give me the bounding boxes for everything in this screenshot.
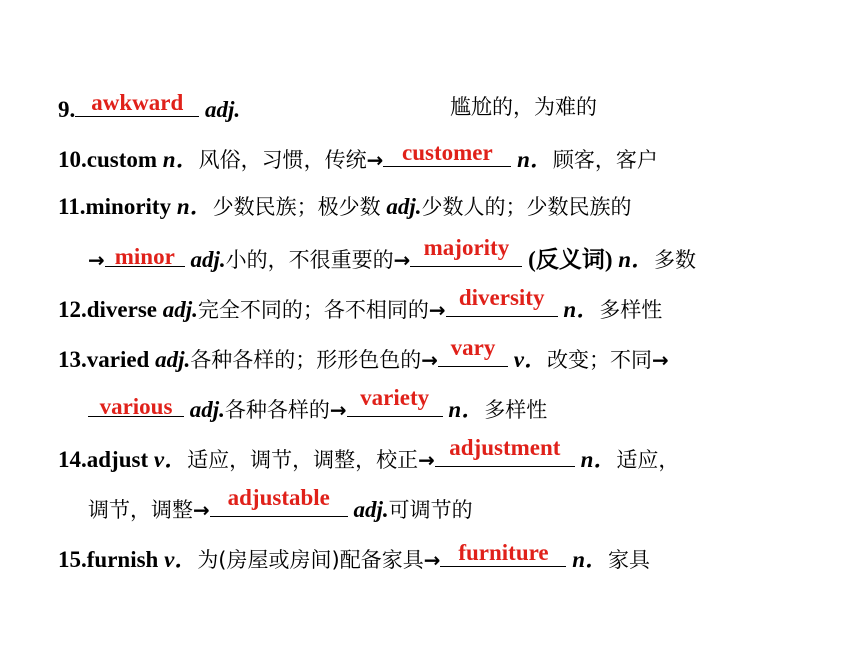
entry-10 <box>58 142 658 175</box>
meaning: 少数人的；少数民族的 <box>421 195 632 219</box>
arrow-icon: → <box>423 548 441 572</box>
answer-blank <box>410 235 522 267</box>
answer-text: variety <box>360 385 430 410</box>
answer-blank <box>446 285 558 317</box>
entry-11-continued <box>88 235 697 275</box>
meaning: 多样性 <box>599 298 663 322</box>
arrow-icon: → <box>651 348 669 372</box>
arrow-icon: → <box>418 448 435 472</box>
meaning: 多样性 <box>484 398 548 422</box>
headword: varied <box>86 347 150 372</box>
entry-number: 13. <box>58 347 87 372</box>
part-of-speech: v． <box>153 447 188 472</box>
answer-text: diversity <box>458 285 545 310</box>
arrow-icon: → <box>329 398 347 422</box>
headword: minority <box>85 194 172 219</box>
entry-15 <box>58 542 650 575</box>
entry-number: 12. <box>58 297 87 322</box>
meaning: 可调节的 <box>388 498 473 522</box>
part-of-speech: v． <box>164 547 198 572</box>
part-of-speech: adj. <box>386 194 422 219</box>
answer-blank <box>210 485 348 517</box>
meaning: 各种各样的 <box>224 398 330 422</box>
answer-text: minor <box>114 244 175 269</box>
answer-blank <box>438 335 508 367</box>
answer-blank <box>383 142 511 167</box>
meaning: 各种各样的；形形色色的 <box>190 348 422 372</box>
arrow-icon: → <box>428 298 446 322</box>
entry-12 <box>58 285 663 325</box>
meaning: 尴尬的，为难的 <box>450 95 597 119</box>
part-of-speech: n． <box>176 194 213 219</box>
answer-text: adjustment <box>449 435 561 460</box>
answer-text: adjustable <box>227 485 330 510</box>
arrow-icon: → <box>393 248 411 272</box>
answer-text: vary <box>450 335 496 360</box>
arrow-icon: → <box>421 348 439 372</box>
answer-blank <box>435 435 575 467</box>
meaning: 调节，调整 <box>88 498 193 522</box>
answer-blank <box>105 242 185 267</box>
meaning: 适应，调节，调整，校正 <box>187 448 419 472</box>
part-of-speech: n． <box>580 447 617 472</box>
entry-11 <box>58 192 632 222</box>
meaning: 为(房屋或房间)配备家具 <box>197 548 424 572</box>
answer-blank <box>440 542 566 567</box>
answer-text: customer <box>402 140 493 165</box>
meaning: 小的，不很重要的 <box>225 248 394 272</box>
answer-blank <box>88 392 184 417</box>
arrow-icon: → <box>366 148 384 172</box>
entry-9 <box>58 90 597 125</box>
entry-14-continued <box>88 485 473 525</box>
part-of-speech: adj. <box>205 97 241 122</box>
note: (反义词) <box>528 247 613 272</box>
headword: diverse <box>86 297 158 322</box>
arrow-icon: → <box>88 248 105 272</box>
headword: furnish <box>86 547 159 572</box>
meaning: 顾客，客户 <box>552 148 658 172</box>
entry-number: 15. <box>58 547 87 572</box>
entry-number: 14. <box>58 447 87 472</box>
entry-number: 10. <box>58 147 87 172</box>
meaning: 少数民族；极少数 <box>212 195 381 219</box>
meaning: 适应， <box>616 448 680 472</box>
answer-text: awkward <box>91 90 184 115</box>
part-of-speech: n． <box>448 397 485 422</box>
part-of-speech: adj. <box>190 247 226 272</box>
headword: custom <box>86 147 158 172</box>
part-of-speech: n． <box>162 147 199 172</box>
part-of-speech: adj. <box>353 497 389 522</box>
meaning: 多数 <box>654 248 697 272</box>
answer-blank <box>75 92 199 117</box>
part-of-speech: n． <box>563 297 600 322</box>
answer-text: various <box>99 394 173 419</box>
meaning: 家具 <box>608 548 651 572</box>
answer-text: majority <box>423 235 510 260</box>
part-of-speech: n． <box>517 147 553 172</box>
meaning: 风俗，习惯，传统 <box>198 148 367 172</box>
entry-13-continued <box>88 385 548 425</box>
meaning: 完全不同的；各不相同的 <box>197 298 429 322</box>
headword: adjust <box>86 447 149 472</box>
part-of-speech: v． <box>513 347 547 372</box>
part-of-speech: adj. <box>162 297 198 322</box>
part-of-speech: n． <box>572 547 609 572</box>
meaning: 改变；不同 <box>546 348 652 372</box>
entry-13 <box>58 335 669 375</box>
entry-14 <box>58 435 680 475</box>
entry-number: 9. <box>58 97 76 122</box>
part-of-speech: n． <box>618 247 655 272</box>
part-of-speech: adj. <box>189 397 225 422</box>
arrow-icon: → <box>193 498 210 522</box>
answer-text: furniture <box>458 540 549 565</box>
part-of-speech: adj. <box>155 347 191 372</box>
answer-blank <box>347 385 443 417</box>
entry-number: 11. <box>58 194 86 219</box>
